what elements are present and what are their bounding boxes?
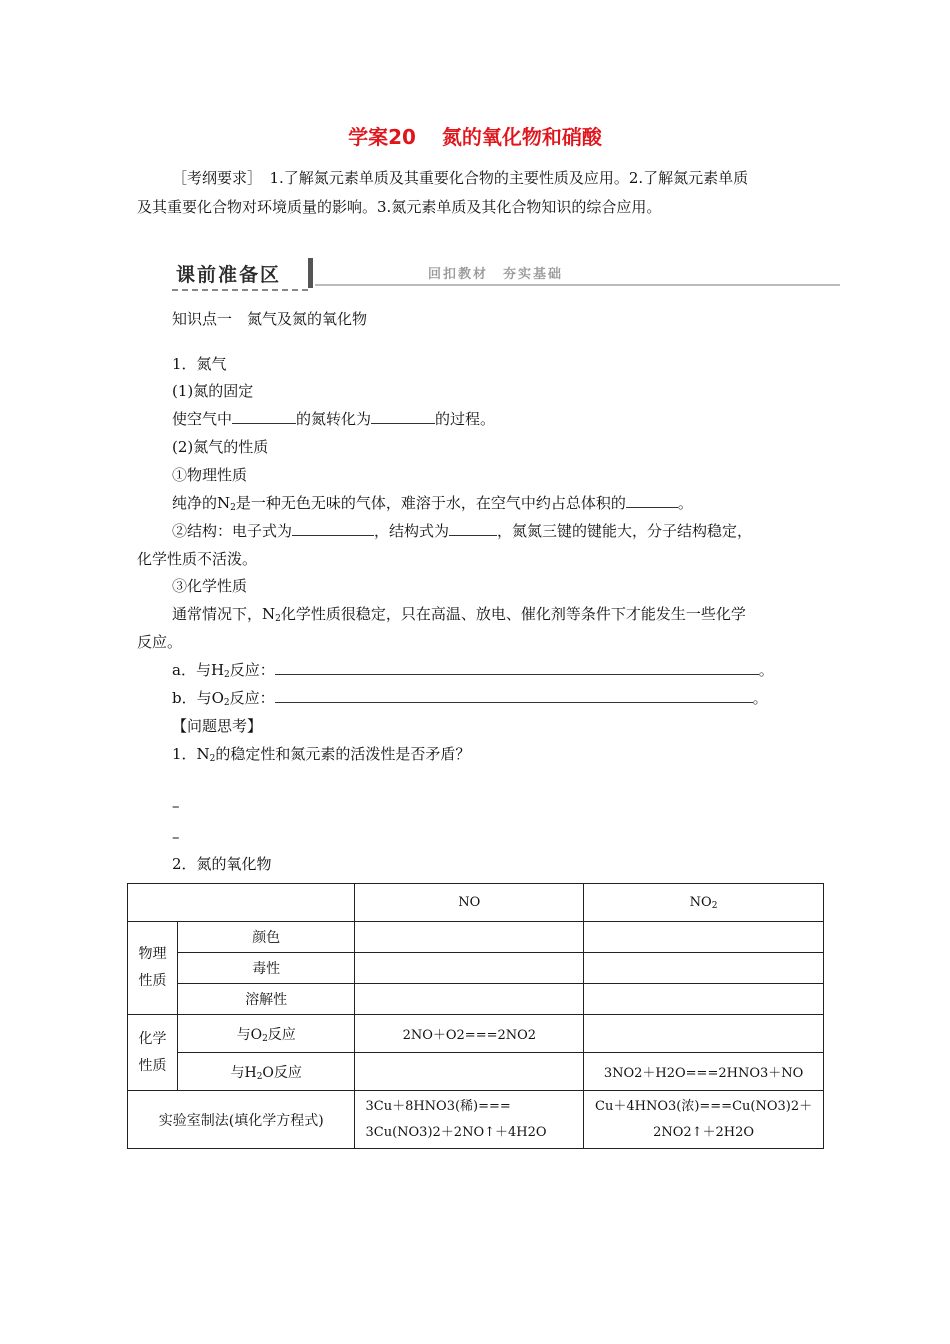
- group-physical: 物理性质: [128, 922, 178, 1015]
- chemical-sentence-cont: 反应。: [137, 633, 183, 651]
- title-number: 学案20: [348, 125, 416, 149]
- reaction-h2: a．与$H_2$反应： 。: [172, 661, 774, 680]
- section-tagline: 回扣教材 夯实基础: [428, 267, 564, 282]
- col-header-no2: $NO_2$: [584, 884, 824, 922]
- syllabus-line-1: ［考纲要求］ 1.了解氮元素单质及其重要化合物的主要性质及应用。2.了解氮元素单质: [172, 169, 749, 187]
- group-chemical: 化学性质: [128, 1015, 178, 1091]
- page-title: [0, 121, 950, 150]
- row-label-color: 颜色: [177, 922, 355, 953]
- table-cell[interactable]: [584, 984, 824, 1015]
- answer-blank[interactable]: [449, 521, 497, 536]
- section-dash: [172, 289, 308, 291]
- syllabus-line-2: 及其重要化合物对环境质量的影响。3.氮元素单质及其化合物知识的综合应用。: [137, 198, 662, 216]
- table-header-row: [128, 884, 824, 922]
- properties-heading: (2)氮气的性质: [172, 438, 269, 456]
- answer-blank[interactable]: [275, 688, 753, 703]
- chemical-sentence: 通常情况下，$N_2$化学性质很稳定，只在高温、放电、催化剂等条件下才能发生一些化学: [172, 605, 746, 624]
- table-corner-cell: [128, 884, 355, 922]
- physical-sentence: 纯净的$N_2$是一种无色无味的气体，难溶于水，在空气中约占总体积的 。: [172, 494, 693, 513]
- section-rule: [315, 284, 840, 286]
- answer-blank[interactable]: [232, 409, 296, 424]
- section-banner: [172, 258, 840, 292]
- row-label-toxicity: 毒性: [177, 953, 355, 984]
- table-row: [128, 953, 824, 984]
- table-cell[interactable]: [584, 922, 824, 953]
- answer-line-mark[interactable]: –: [172, 828, 180, 846]
- table-cell[interactable]: [355, 1053, 584, 1091]
- col-header-no: NO: [355, 884, 584, 922]
- table-cell[interactable]: [355, 984, 584, 1015]
- row-label-h2o: 与$H_2O$反应: [177, 1053, 355, 1091]
- section-heading: 课前准备区: [176, 264, 282, 286]
- table-cell[interactable]: [584, 953, 824, 984]
- table-cell[interactable]: [355, 953, 584, 984]
- table-row: [128, 1091, 824, 1149]
- physical-heading: ①物理性质: [172, 466, 248, 484]
- table-row: [128, 984, 824, 1015]
- nitrogen-heading: 1．氮气: [172, 355, 227, 373]
- reaction-o2: b．与$O_2$反应： 。: [172, 689, 768, 708]
- structure-sentence-cont: 化学性质不活泼。: [137, 550, 258, 568]
- answer-blank[interactable]: [275, 660, 759, 675]
- question-heading: 【问题思考】: [172, 717, 263, 735]
- answer-blank[interactable]: [371, 409, 435, 424]
- table-cell[interactable]: [355, 922, 584, 953]
- fixation-heading: (1)氮的固定: [172, 382, 254, 400]
- table-cell[interactable]: [584, 1015, 824, 1053]
- answer-line-mark[interactable]: –: [172, 797, 180, 815]
- answer-blank[interactable]: [626, 493, 678, 508]
- title-text: 氮的氧化物和硝酸: [441, 125, 602, 149]
- row-label-lab: 实验室制法(填化学方程式): [128, 1091, 355, 1149]
- structure-sentence: ②结构：电子式为 ，结构式为 ，氮氮三键的键能大，分子结构稳定，: [172, 522, 753, 540]
- no-o2-reaction: 2NO＋O2===2NO2: [355, 1015, 584, 1053]
- chemical-heading: ③化学性质: [172, 577, 248, 595]
- row-label-solubility: 溶解性: [177, 984, 355, 1015]
- fixation-sentence: 使空气中 的氮转化为 的过程。: [172, 410, 496, 428]
- row-label-o2: 与$O_2$反应: [177, 1015, 355, 1053]
- table-row: [128, 922, 824, 953]
- no-lab-prep: 3Cu＋8HNO3(稀)=== 3Cu(NO3)2＋2NO↑＋4H2O: [355, 1091, 584, 1149]
- knowledge-point-heading: 知识点一 氮气及氮的氧化物: [172, 310, 368, 328]
- oxides-heading: 2．氮的氧化物: [172, 855, 272, 873]
- no2-lab-prep: Cu＋4HNO3(浓)===Cu(NO3)2＋ 2NO2↑＋2H2O: [584, 1091, 824, 1149]
- answer-blank[interactable]: [292, 521, 374, 536]
- table-row: [128, 1015, 824, 1053]
- table-row: [128, 1053, 824, 1091]
- question-1: 1．$N_2$的稳定性和氮元素的活泼性是否矛盾？: [172, 745, 471, 764]
- nitrogen-oxides-table: [127, 883, 824, 1149]
- section-divider: [308, 258, 313, 288]
- no2-h2o-reaction: 3NO2＋H2O===2HNO3＋NO: [584, 1053, 824, 1091]
